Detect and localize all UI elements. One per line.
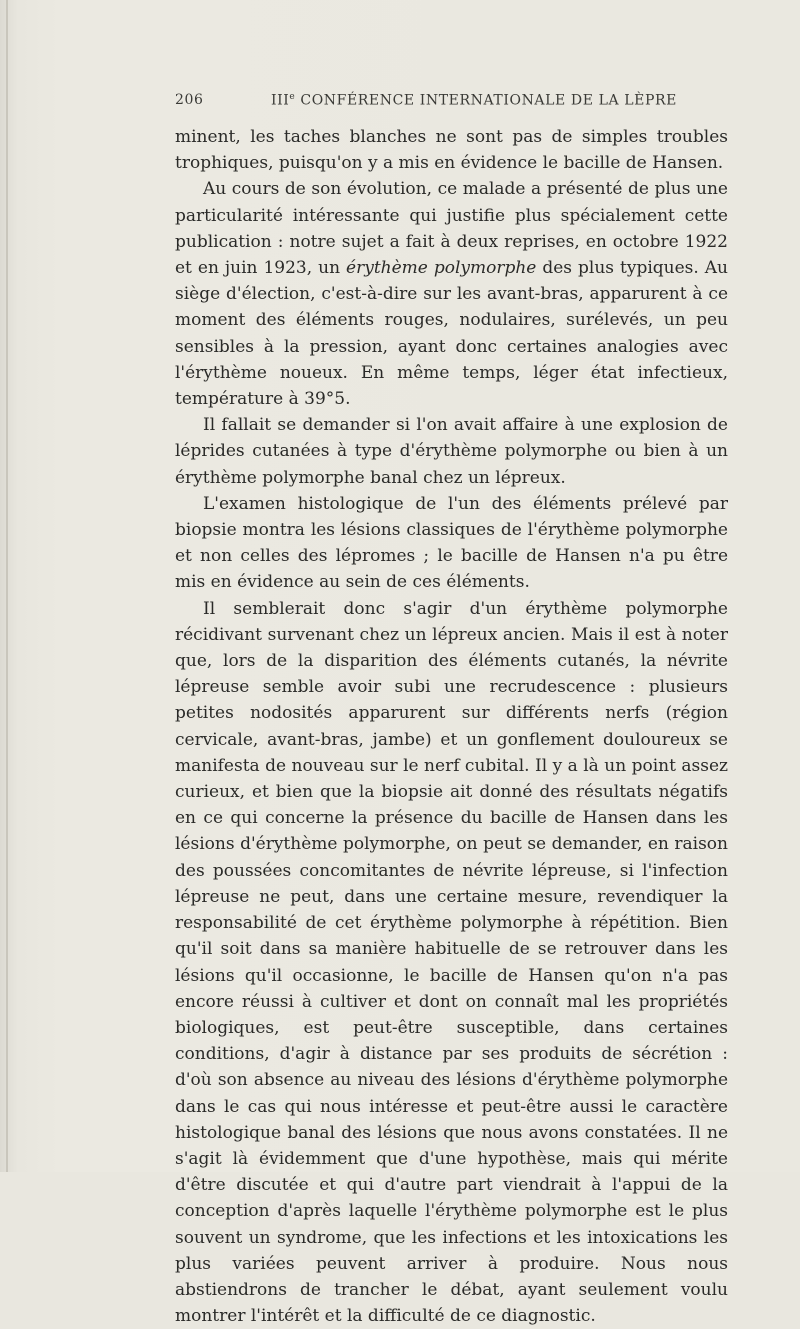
paragraph-1: minent, les taches blanches ne sont pas de simples troubles trophiques, puisqu'on y a mis en évidence le bacille de Hansen. [175,127,728,174]
paragraph-4: L'examen histologique de l'un des éléments prélevé par biopsie montra les lésions classiques de l'érythème polymorphe et non celles des lépromes ; le bacille de Hansen n'a pu être mis en évidence au sein de ces éléments. [175,493,728,593]
paragraph-5: Il semblerait donc s'agir d'un érythème polymorphe récidivant survenant chez un lépreux ancien. Mais il est à noter que, lors de la disparition des éléments cutanés, la névrite lépreuse semble avoir subi une recrudescence : plusieurs petites nodosités apparurent sur différents nerfs (région cervicale, avant-bras, jambe) et un gonflement douloureux se manifesta de nouveau sur le nerf cubital. Il y a là un point assez curieux, et bien que la biopsie ait donné des résultats négatifs en ce qui concerne la présence du bacille de Hansen dans les lésions d'érythème polymorphe, on peut se demander, en raison des poussées concomitantes de névrite lépreuse, si l'infection lépreuse ne peut, dans une certaine mesure, revendiquer la responsabilité de cet érythème polymorphe à répétition. Bien qu'il soit dans sa manière habituelle de se retrouver dans les lésions qu'il occasionne, le bacille de Hansen qu'on n'a pas encore réussi à cultiver et dont on connaît mal les propriétés biologiques, est peut-être susceptible, dans certaines conditions, d'agir à distance par ses produits de sécrétion : d'où son absence au niveau des lésions d'érythème polymorphe dans le cas qui nous intéresse et peut-être aussi le caractère histologique banal des lésions que nous avons constatées. Il ne s'agit là évidemment que d'une hypothèse, mais qui mérite d'être discutée et qui d'autre part viendrait à l'appui de la conception d'après laquelle l'érythème polymorphe est le plus souvent un syndrome, que les infections et les intoxications les plus variées peuvent arriver à produire. Nous nous abstiendrons de trancher le débat, ayant seulement voulu montrer l'intérêt et la difficulté de ce diagnostic. [175,598,728,1327]
running-title: IIIe CONFÉRENCE INTERNATIONALE DE LA LÈPRE [271,92,677,109]
binding-gutter [6,0,8,1172]
italic-term: érythème polymorphe [346,258,537,279]
paragraph-2: Au cours de son évolution, ce malade a présenté de plus une particularité intéressante qui justifie plus spécialement cette publication : notre sujet a fait à deux reprises, en octobre 1922 et en juin 1923, un érythème polymorphe des plus typiques. Au siège d'élection, c'est-à-dire sur les avant-bras, apparurent à ce moment des éléments rouges, nodulaires, surélevés, un peu sensibles à la pression, ayant donc certaines analogies avec l'érythème noueux. En même temps, léger état infectieux, température à 39°5. [175,179,728,410]
body-text [175,124,728,1329]
paragraph-3: Il fallait se demander si l'on avait affaire à une explosion de léprides cutanées à type d'érythème polymorphe ou bien à un érythème polymorphe banal chez un lépreux. [175,415,728,488]
page-number: 206 [175,92,204,108]
running-head [175,92,677,114]
